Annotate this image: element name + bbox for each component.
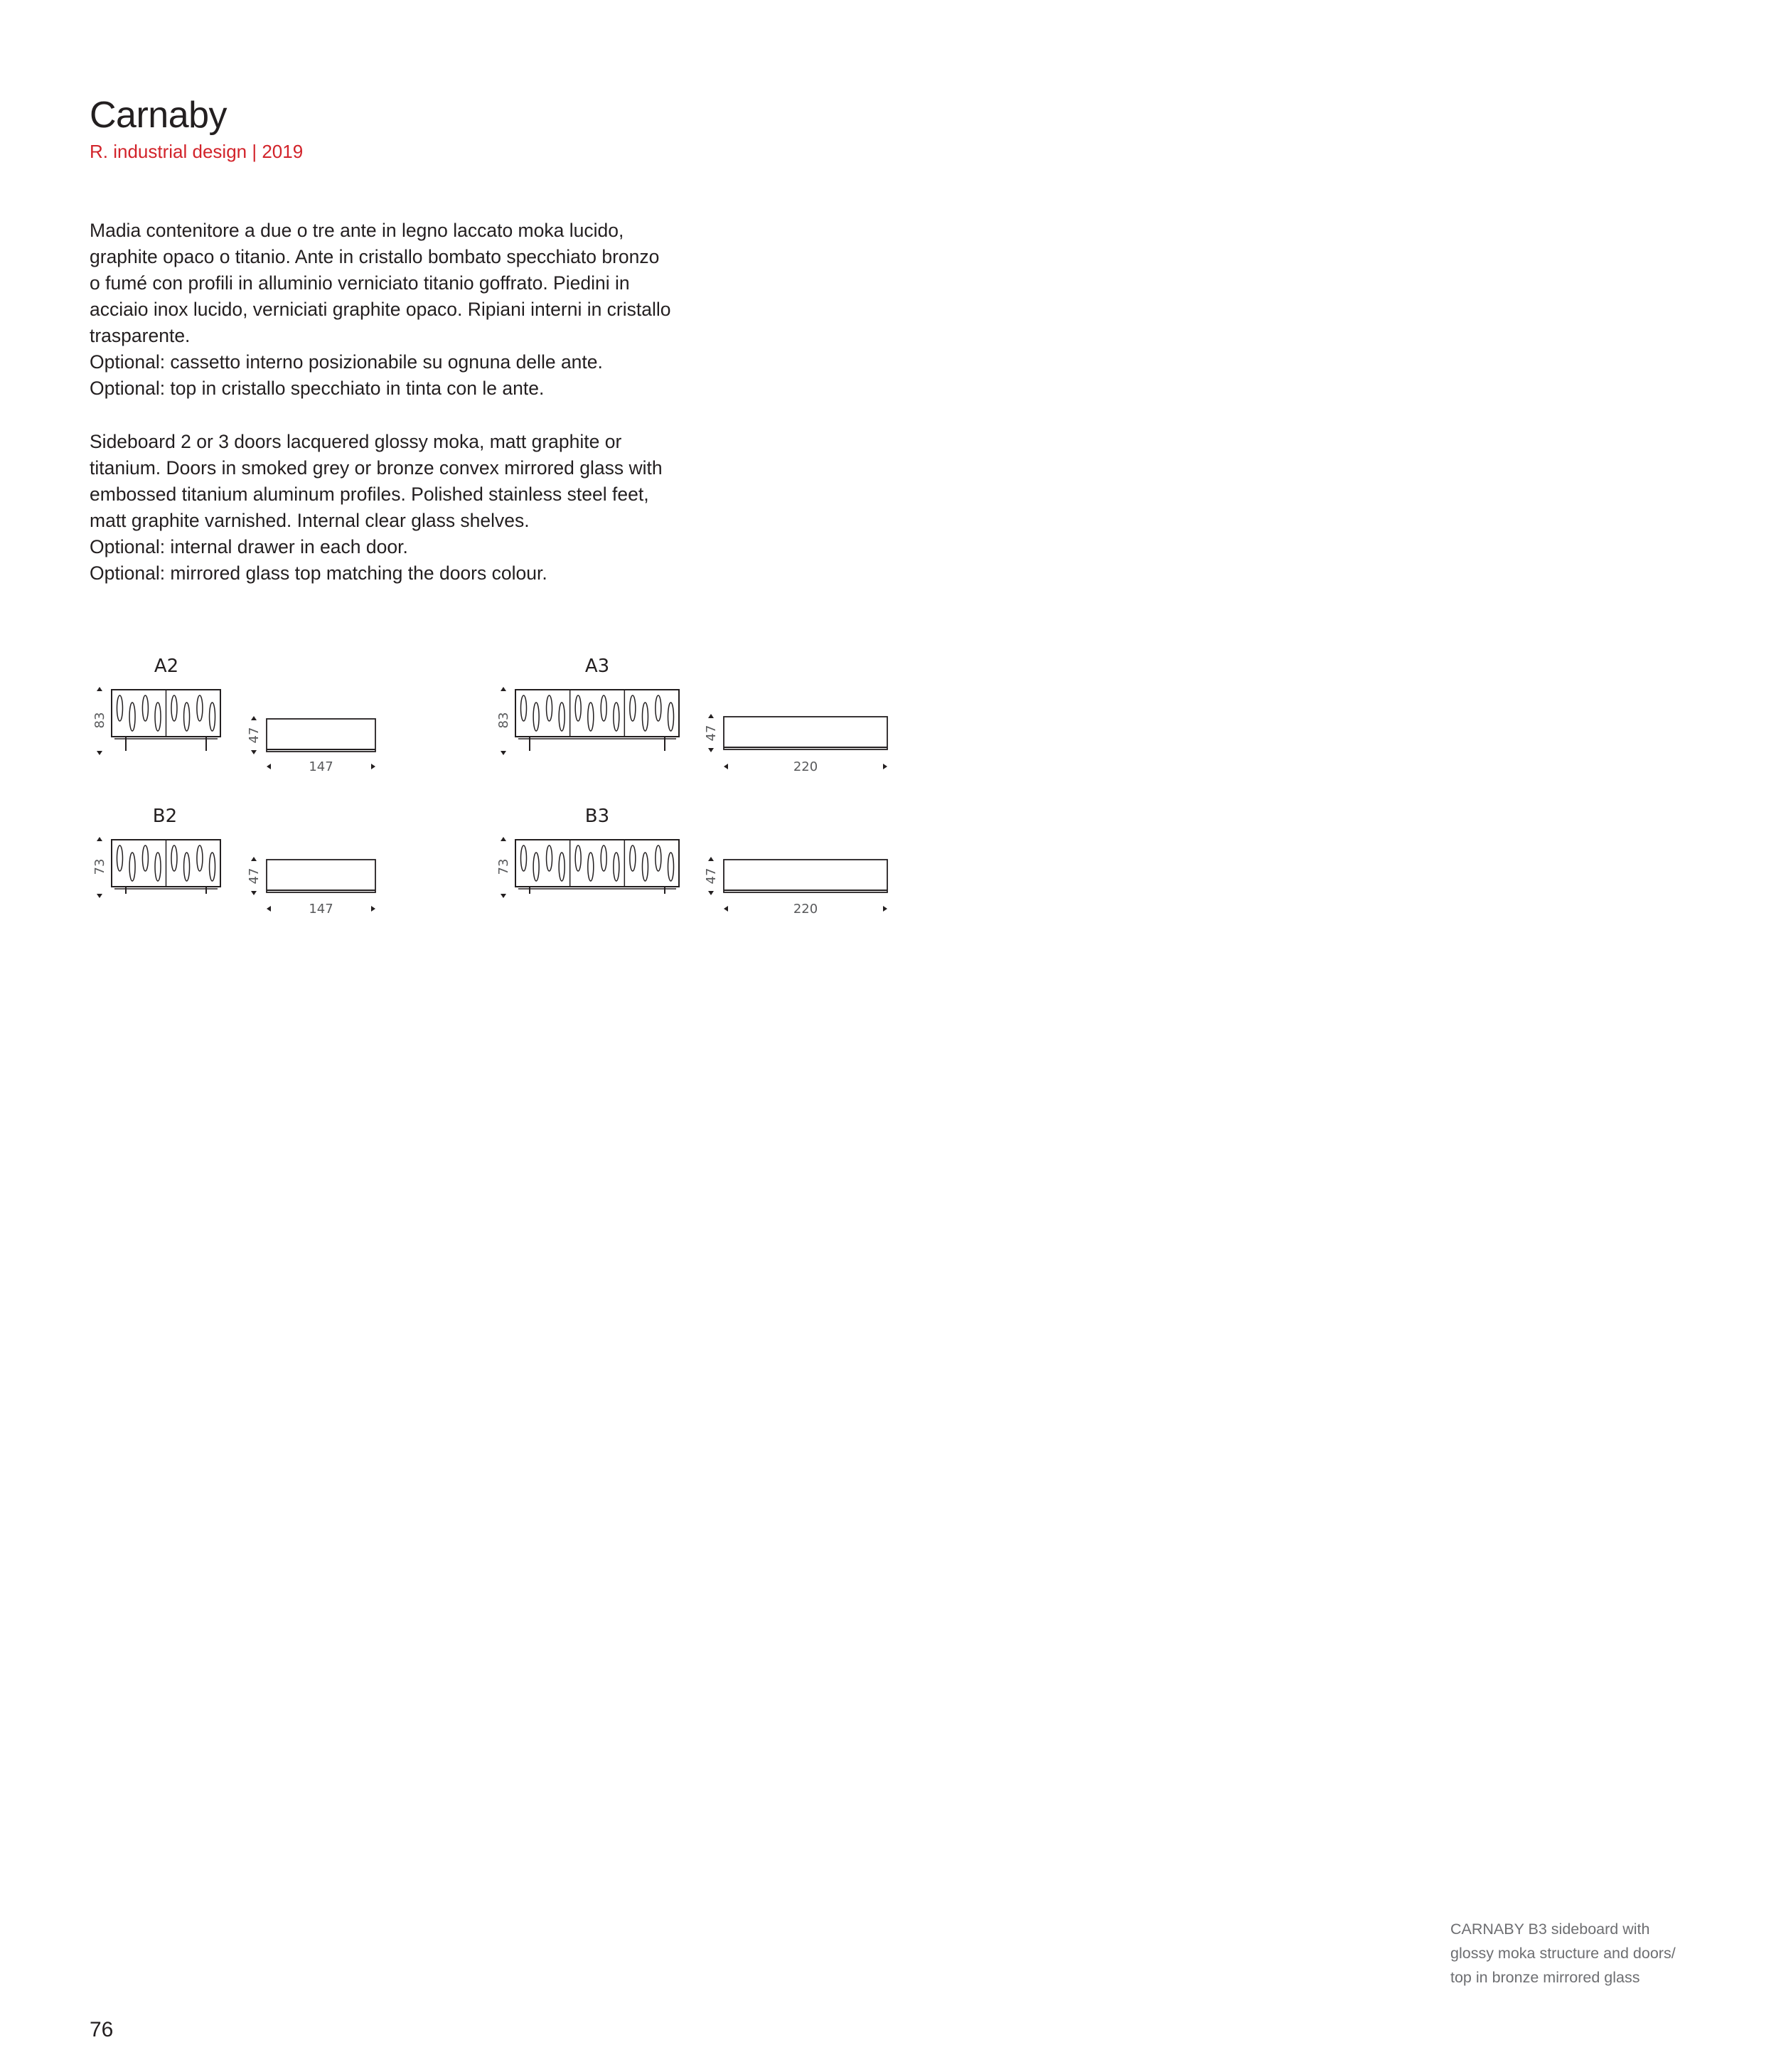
- width-dimension: 147: [309, 902, 333, 917]
- door-relief: [601, 695, 606, 721]
- dimension-arrow: [371, 764, 375, 769]
- dimension-arrow: [251, 716, 257, 720]
- description-line: Madia contenitore a due o tre ante in legno laccato moka lucido,: [90, 220, 624, 241]
- description-line: Optional: top in cristallo specchiato in tinta con le ante.: [90, 378, 545, 399]
- depth-dimension: 47: [704, 725, 719, 742]
- front-view-body: [515, 690, 679, 737]
- caption-line: top in bronze mirrored glass: [1450, 1969, 1640, 1986]
- dimension-arrow: [97, 751, 102, 755]
- model-label: A3: [584, 656, 610, 677]
- door-relief: [533, 703, 539, 731]
- door-relief: [210, 853, 215, 881]
- description-line: graphite opaco o titanio. Ante in cristallo bombato specchiato bronzo: [90, 246, 660, 267]
- height-dimension: 83: [92, 712, 107, 729]
- door-relief: [588, 853, 594, 881]
- door-relief: [547, 695, 552, 721]
- door-relief: [601, 845, 606, 871]
- door-relief: [142, 845, 148, 871]
- door-relief: [129, 703, 135, 731]
- door-relief: [575, 695, 581, 721]
- dimension-arrow: [267, 764, 271, 769]
- door-relief: [117, 695, 122, 721]
- door-relief: [171, 695, 177, 721]
- dimension-arrow: [501, 894, 506, 898]
- description-line: embossed titanium aluminum profiles. Polished stainless steel feet,: [90, 484, 649, 505]
- door-relief: [630, 845, 636, 871]
- dimension-arrow: [251, 857, 257, 861]
- description-line: Optional: internal drawer in each door.: [90, 536, 408, 557]
- door-relief: [614, 853, 619, 881]
- description-line: trasparente.: [90, 325, 191, 346]
- caption-line: glossy moka structure and doors/: [1450, 1945, 1676, 1962]
- top-view-body: [267, 719, 375, 752]
- photo-caption: [1450, 1917, 1701, 1990]
- designer-year: R. industrial design | 2019: [90, 141, 304, 162]
- door-relief: [210, 703, 215, 731]
- dimension-arrow: [501, 837, 506, 841]
- dimension-arrow: [267, 906, 271, 912]
- description-line: Sideboard 2 or 3 doors lacquered glossy moka, matt graphite or: [90, 431, 622, 452]
- dimension-arrow: [501, 751, 506, 755]
- depth-dimension: 47: [247, 867, 262, 885]
- door-relief: [184, 703, 190, 731]
- dimension-arrow: [708, 748, 714, 752]
- model-label: B2: [152, 806, 178, 827]
- description-line: matt graphite varnished. Internal clear glass shelves.: [90, 510, 530, 531]
- height-dimension: 83: [496, 712, 511, 729]
- door-relief: [171, 845, 177, 871]
- description-line: o fumé con profili in alluminio verniciato titanio goffrato. Piedini in: [90, 272, 630, 294]
- door-relief: [656, 845, 661, 871]
- dimension-arrow: [97, 894, 102, 898]
- door-relief: [642, 853, 648, 881]
- dimension-arrow: [708, 714, 714, 718]
- depth-dimension: 47: [247, 727, 262, 744]
- door-relief: [155, 853, 161, 881]
- door-relief: [547, 845, 552, 871]
- door-relief: [575, 845, 581, 871]
- width-dimension: 220: [793, 902, 818, 917]
- dimension-arrow: [97, 837, 102, 841]
- door-relief: [184, 853, 190, 881]
- model-label: A2: [154, 656, 179, 677]
- dimension-arrow: [708, 891, 714, 895]
- top-view-body: [724, 717, 887, 749]
- door-relief: [533, 853, 539, 881]
- door-relief: [117, 845, 122, 871]
- door-relief: [197, 845, 203, 871]
- dimension-arrow: [251, 891, 257, 895]
- door-relief: [642, 703, 648, 731]
- door-relief: [614, 703, 619, 731]
- dimension-arrow: [724, 764, 728, 769]
- door-relief: [129, 853, 135, 881]
- description-line: titanium. Doors in smoked grey or bronze convex mirrored glass with: [90, 457, 663, 479]
- product-title: Carnaby: [90, 95, 228, 136]
- dimension-arrow: [371, 906, 375, 912]
- door-relief: [142, 695, 148, 721]
- description-line: Optional: cassetto interno posizionabile su ognuna delle ante.: [90, 351, 603, 373]
- description-line: acciaio inox lucido, verniciati graphite opaco. Ripiani interni in cristallo: [90, 299, 671, 320]
- door-relief: [668, 703, 674, 731]
- top-view-body: [724, 860, 887, 892]
- door-relief: [559, 703, 565, 731]
- caption-line: CARNABY B3 sideboard with: [1450, 1921, 1650, 1938]
- door-relief: [197, 695, 203, 721]
- dimension-arrow: [708, 857, 714, 861]
- description-line: Optional: mirrored glass top matching the doors colour.: [90, 562, 547, 584]
- door-relief: [559, 853, 565, 881]
- width-dimension: 147: [309, 759, 333, 774]
- height-dimension: 73: [496, 858, 511, 875]
- page-number: 76: [90, 2018, 114, 2041]
- door-relief: [155, 703, 161, 731]
- door-relief: [521, 845, 527, 871]
- dimension-arrow: [724, 906, 728, 912]
- dimension-arrow: [97, 687, 102, 691]
- height-dimension: 73: [92, 858, 107, 875]
- dimension-arrow: [501, 687, 506, 691]
- model-label: B3: [584, 806, 610, 827]
- top-view-body: [267, 860, 375, 892]
- depth-dimension: 47: [704, 867, 719, 885]
- dimension-arrow: [251, 750, 257, 754]
- front-view-body: [515, 840, 679, 887]
- door-relief: [588, 703, 594, 731]
- width-dimension: 220: [793, 759, 818, 774]
- door-relief: [656, 695, 661, 721]
- door-relief: [630, 695, 636, 721]
- dimension-arrow: [883, 906, 887, 912]
- door-relief: [668, 853, 674, 881]
- dimension-arrow: [883, 764, 887, 769]
- door-relief: [521, 695, 527, 721]
